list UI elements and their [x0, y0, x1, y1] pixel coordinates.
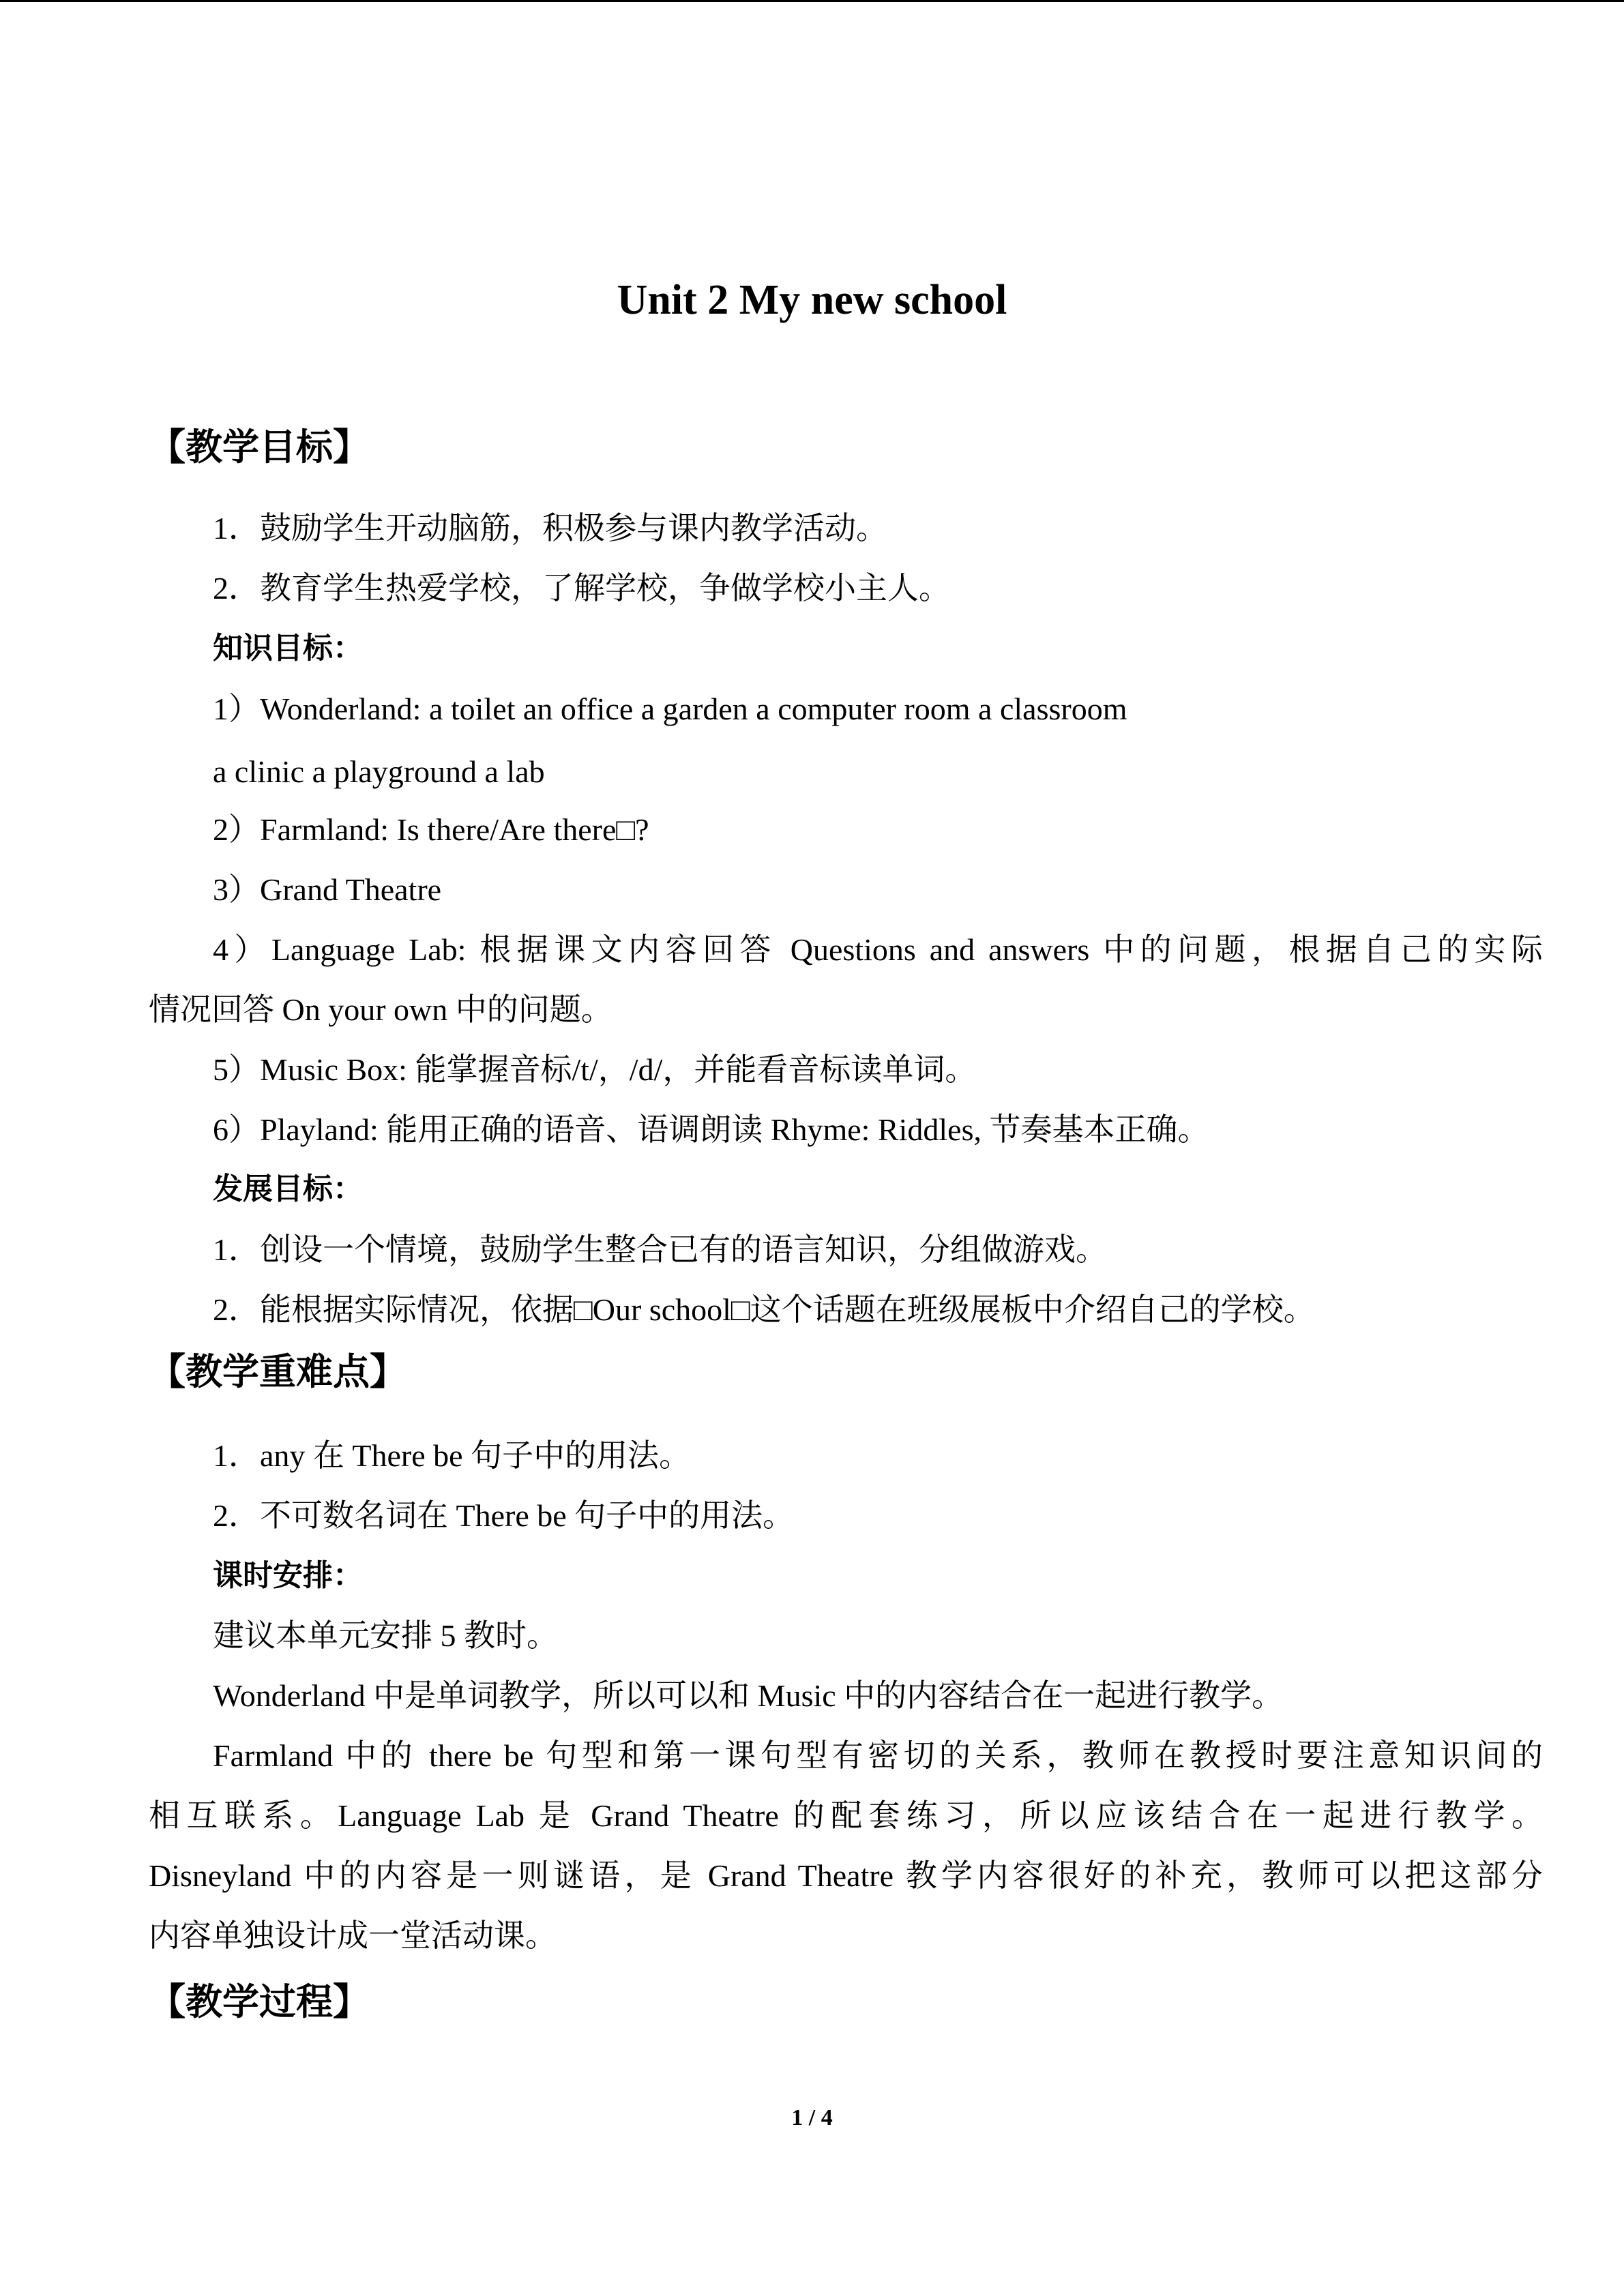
- page-top-border: [0, 0, 1624, 2]
- schedule-item-3-line-2: 相互联系。Language Lab 是 Grand Theatre 的配套练习，所以应该结合在一起进行教学。: [149, 1798, 1543, 1833]
- schedule-item-1: 建议本单元安排 5 教时。: [213, 1618, 558, 1653]
- knowledge-item-2: 2）Farmland: Is there/Are there□?: [213, 812, 649, 847]
- page-number: 1 / 4: [791, 2105, 833, 2130]
- knowledge-item-3: 3）Grand Theatre: [213, 872, 442, 907]
- knowledge-item-6: 6）Playland: 能用正确的语音、语调朗读 Rhyme: Riddles, 节奏基本正确。: [213, 1112, 1209, 1147]
- development-objectives-label: 发展目标：: [213, 1172, 363, 1206]
- knowledge-item-4-line-2: 情况回答 On your own 中的问题。: [149, 992, 612, 1027]
- section-heading-objectives: 【教学目标】: [149, 426, 370, 468]
- document-title: Unit 2 My new school: [617, 277, 1007, 323]
- knowledge-item-5: 5）Music Box: 能掌握音标/t/，/d/，并能看音标读单词。: [213, 1052, 977, 1087]
- objective-item-2: 2．教育学生热爱学校，了解学校，争做学校小主人。: [213, 571, 950, 606]
- section-heading-key-points: 【教学重难点】: [149, 1350, 407, 1393]
- schedule-item-2: Wonderland 中是单词教学，所以可以和 Music 中的内容结合在一起进行教学。: [213, 1678, 1284, 1713]
- schedule-item-3-line-1: Farmland 中的 there be 句型和第一课句型有密切的关系，教师在教授时要注意知识间的: [213, 1738, 1543, 1773]
- schedule-label: 课时安排：: [213, 1558, 363, 1593]
- objective-item-1: 1．鼓励学生开动脑筋，积极参与课内教学活动。: [213, 511, 887, 546]
- schedule-item-3-line-3: Disneyland 中的内容是一则谜语，是 Grand Theatre 教学内容很好的补充，教师可以把这部分: [149, 1858, 1543, 1893]
- knowledge-item-1-line-2: a clinic a playground a lab: [213, 754, 545, 789]
- key-point-item-1: 1．any 在 There be 句子中的用法。: [213, 1438, 691, 1473]
- section-heading-process: 【教学过程】: [149, 1980, 370, 2023]
- schedule-item-3-line-4: 内容单独设计成一堂活动课。: [149, 1918, 557, 1953]
- knowledge-objectives-label: 知识目标：: [213, 631, 363, 666]
- key-point-item-2: 2．不可数名词在 There be 句子中的用法。: [213, 1498, 795, 1533]
- knowledge-item-1-line-1: 1）Wonderland: a toilet an office a garden a computer room a classroom: [213, 691, 1127, 726]
- development-item-2: 2．能根据实际情况，依据□Our school□这个话题在班级展板中介绍自己的学校。: [213, 1292, 1315, 1327]
- development-item-1: 1．创设一个情境，鼓励学生整合已有的语言知识，分组做游戏。: [213, 1232, 1107, 1267]
- knowledge-item-4-line-1: 4）Language Lab: 根据课文内容回答 Questions and answers 中的问题，根据自己的实际: [213, 932, 1543, 967]
